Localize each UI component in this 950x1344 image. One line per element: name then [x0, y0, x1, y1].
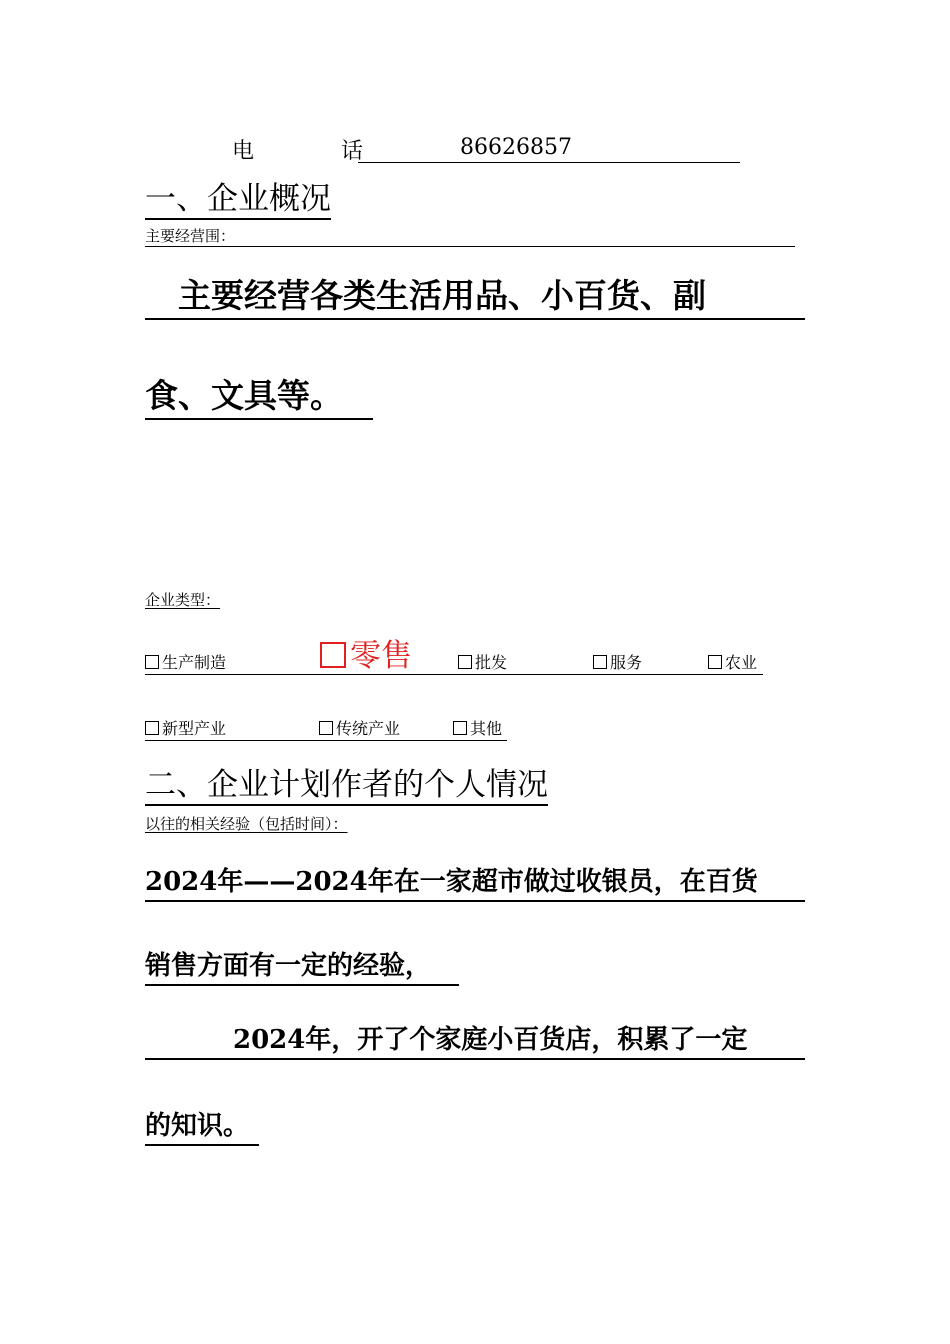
type-option-service[interactable]: 服务	[593, 652, 642, 674]
type-option-retail[interactable]: 零售	[320, 638, 412, 674]
checkbox-icon[interactable]	[145, 721, 159, 735]
section-title-personal: 二、企业计划作者的个人情况	[145, 766, 548, 806]
checkbox-icon[interactable]	[453, 721, 467, 735]
experience-line-3: 2024年，开了个家庭小百货店，积累了一定	[145, 1022, 805, 1060]
enterprise-type-label: 企业类型：	[145, 591, 221, 609]
phone-label: 电 话	[232, 139, 403, 164]
type-option-agriculture[interactable]: 农业	[708, 652, 757, 674]
experience-label: 以往的相关经验（包括时间）：	[145, 815, 348, 833]
checkbox-icon[interactable]	[593, 655, 607, 669]
business-scope-line-1: 主要经营各类生活用品、小百货、副	[145, 274, 805, 320]
checkbox-icon[interactable]	[320, 642, 346, 668]
enterprise-type-row-2	[145, 718, 507, 741]
checkbox-icon[interactable]	[319, 721, 333, 735]
business-scope-line-2: 食、文具等。	[145, 374, 373, 420]
type-option-emerging-industry[interactable]: 新型产业	[145, 718, 226, 740]
phone-value: 86626857	[358, 134, 740, 163]
type-option-manufacturing[interactable]: 生产制造	[145, 652, 226, 674]
checkbox-icon[interactable]	[708, 655, 722, 669]
experience-line-4: 的知识。	[145, 1108, 259, 1146]
checkbox-icon[interactable]	[458, 655, 472, 669]
experience-line-1: 2024年——2024年在一家超市做过收银员，在百货	[145, 864, 805, 902]
experience-line-2: 销售方面有一定的经验，	[145, 948, 459, 986]
checkbox-icon[interactable]	[145, 655, 159, 669]
type-option-other[interactable]: 其他	[453, 718, 502, 740]
business-scope-label: 主要经营围：	[145, 226, 795, 247]
section-title-overview: 一、企业概况	[145, 180, 331, 220]
type-option-wholesale[interactable]: 批发	[458, 652, 507, 674]
enterprise-type-row-1	[145, 638, 763, 675]
type-option-traditional-industry[interactable]: 传统产业	[319, 718, 400, 740]
